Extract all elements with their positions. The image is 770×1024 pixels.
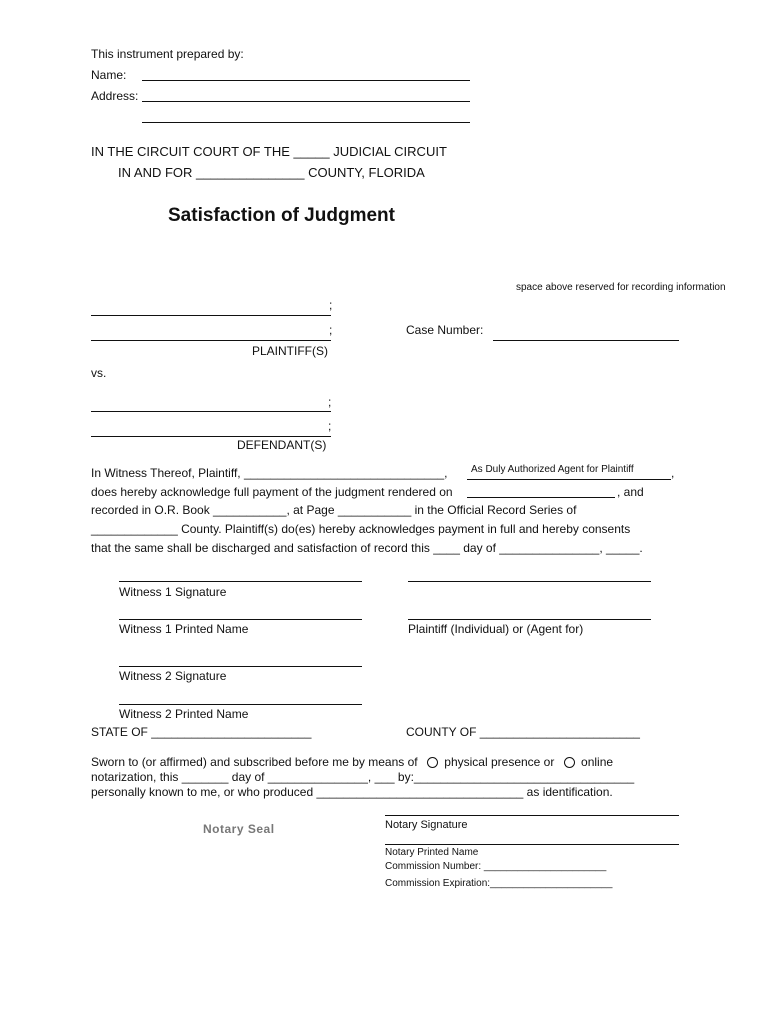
defendant-field-1[interactable] (91, 411, 331, 412)
county-of: COUNTY OF ________________________ (406, 725, 640, 739)
body-line-5: that the same shall be discharged and satisfaction of record this ____ day of _______________, _____. (91, 541, 643, 555)
sworn-line-1 (91, 755, 613, 769)
state-of: STATE OF ________________________ (91, 725, 312, 739)
name-field[interactable] (142, 80, 470, 81)
option-physical-label: physical presence or (444, 755, 555, 769)
name-label: Name: (91, 68, 127, 82)
notary-signature-line[interactable] (385, 815, 679, 816)
witness2-signature-label: Witness 2 Signature (119, 669, 227, 683)
body-line-1 (91, 466, 448, 480)
agent-text: As Duly Authorized Agent for Plaintiff (471, 464, 634, 475)
plaintiff-label: PLAINTIFF(S) (252, 344, 329, 358)
radio-physical-presence[interactable] (427, 757, 438, 768)
notary-printed-name-line[interactable] (385, 844, 679, 845)
judgment-date-field[interactable] (467, 497, 615, 498)
defendant-field-2[interactable] (91, 436, 331, 437)
vs-label: vs. (91, 366, 107, 380)
semicolon: ; (328, 395, 332, 409)
prepared-by-label: This instrument prepared by: (91, 47, 244, 61)
sworn-text: Sworn to (or affirmed) and subscribed before me by means of (91, 755, 418, 769)
plaintiff-signature-line[interactable] (408, 581, 651, 582)
radio-online[interactable] (564, 757, 575, 768)
body-line-2-end: , and (617, 485, 644, 499)
plaintiff-field-2[interactable] (91, 340, 331, 341)
semicolon: ; (329, 298, 333, 312)
body-line-1-text: In Witness Thereof, Plaintiff, ______________________________, (91, 466, 448, 480)
sworn-line-2: notarization, this _______ day of _______________, ___ by:_________________________________ (91, 770, 635, 784)
notary-printed-name-label: Notary Printed Name (385, 847, 479, 858)
witness2-name-line[interactable] (119, 704, 362, 705)
court-line-1: IN THE CIRCUIT COURT OF THE _____ JUDICIAL CIRCUIT (91, 144, 447, 159)
case-number-label: Case Number: (406, 323, 484, 337)
witness1-signature-label: Witness 1 Signature (119, 585, 227, 599)
address-label: Address: (91, 89, 139, 103)
witness2-name-label: Witness 2 Printed Name (119, 707, 249, 721)
case-number-field[interactable] (493, 340, 679, 341)
page-title: Satisfaction of Judgment (168, 205, 395, 226)
witness1-name-line[interactable] (119, 619, 362, 620)
option-online-label: online (581, 755, 614, 769)
sworn-line-3: personally known to me, or who produced _______________________________ as identification. (91, 785, 613, 799)
notary-signature-label: Notary Signature (385, 819, 468, 831)
plaintiff-signature-label: Plaintiff (Individual) or (Agent for) (408, 622, 584, 636)
defendant-label: DEFENDANT(S) (237, 438, 327, 452)
agent-field[interactable] (467, 479, 671, 480)
body-line-4: _____________ County. Plaintiff(s) do(es) hereby acknowledges payment in full and hereby consents (91, 522, 631, 536)
body-line-1-end: , (671, 466, 675, 480)
address-field-line2[interactable] (142, 122, 470, 123)
witness2-signature-line[interactable] (119, 666, 362, 667)
commission-number: Commission Number: ______________________ (385, 861, 607, 872)
semicolon: ; (328, 419, 332, 433)
notary-seal: Notary Seal (203, 822, 275, 836)
semicolon: ; (329, 323, 333, 337)
witness1-name-label: Witness 1 Printed Name (119, 622, 249, 636)
plaintiff-field-1[interactable] (91, 315, 331, 316)
commission-expiration: Commission Expiration:______________________ (385, 878, 613, 889)
witness1-signature-line[interactable] (119, 581, 362, 582)
plaintiff-name-line[interactable] (408, 619, 651, 620)
recording-note: space above reserved for recording information (516, 282, 726, 293)
court-line-2: IN AND FOR _______________ COUNTY, FLORIDA (118, 165, 425, 180)
body-line-2: does hereby acknowledge full payment of the judgment rendered on (91, 485, 453, 499)
body-line-3: recorded in O.R. Book ___________, at Page ___________ in the Official Record Series of (91, 503, 577, 517)
address-field-line1[interactable] (142, 101, 470, 102)
